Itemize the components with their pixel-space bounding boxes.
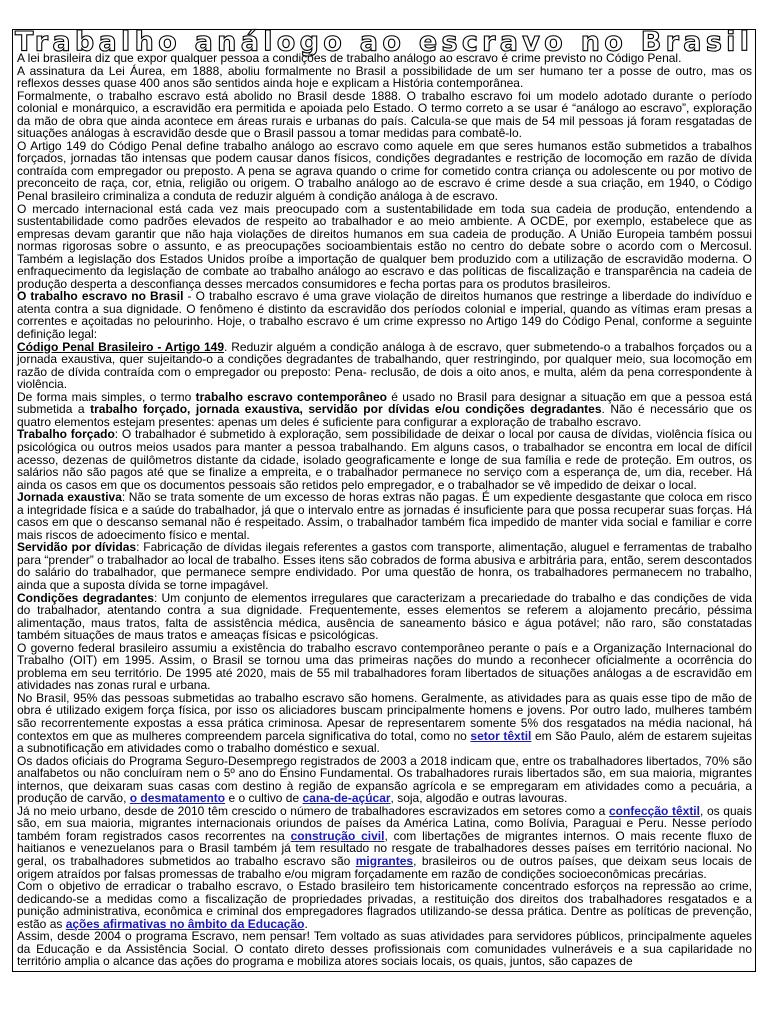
- paragraph: [17, 140, 752, 203]
- text-run: Já no meio urbano, desde de 2010 têm crescido o número de trabalhadores escravizados em setores como a: [17, 803, 609, 818]
- text-run: em São Paulo, além de estarem sujeitas a subnotificação em atividades como o trabalho doméstico e sexual.: [17, 728, 753, 756]
- bold-term: O trabalho escravo no Brasil: [17, 289, 184, 304]
- bold-term: Trabalho forçado: [17, 427, 115, 442]
- text-run: . Não é necessário que os quatro elementos estejam presentes: apenas um deles é suficiente para configurar a exploração de trabalho escravo.: [17, 402, 752, 429]
- text-run: : O trabalhador é submetido à exploração, sem possibilidade de deixar o local por causa de dívidas, violência física ou psicológica ou outros meios usados para manter a pessoa trabalhando. Em alguns casos, o trabalhador se encontra em local de difícil acesso, dezenas de quilômetros distante da cidade, isolado geograficamente e longe de sua família e rede de proteção. Em outros, os salários não são pagos até que se finalize a empreita, e o trabalhador permanece no serviço com a esperança de, um dia, receber. Há ainda os casos em que os documentos pessoais são retidos pelo empregador, e o trabalhador se vê impedido de deixar o local.: [17, 427, 752, 492]
- paragraph: [17, 65, 752, 90]
- paragraph: [17, 930, 752, 968]
- paragraph: [17, 592, 752, 642]
- document-frame: [12, 26, 756, 972]
- text-run: .: [304, 916, 308, 931]
- paragraph: [17, 642, 752, 692]
- text-run: e o cultivo de: [225, 791, 303, 806]
- text-run: , os quais são, em sua maioria, migrantes internacionais oriundos de países da América Latina, como Bolívia, Paraguai e Peru. Nesse período também foram registrados casos recorrentes na: [17, 803, 752, 843]
- text-run: Formalmente, o trabalho escravo está abolido no Brasil desde 1888. O trabalho escravo foi um modelo adotado durante o período colonial e monárquico, a escravidão era permitida e apoiada pelo Estado. O termo correto a se usar é “análogo ao escravo”, exploração da mão de obra que ainda acontece em áreas rurais e urbanas do país. Calcula-se que mais de 54 mil pessoas já foram resgatadas de situações análogas à escravidão desde que o Brasil passou a tomar medidas para combatê-lo.: [17, 88, 752, 141]
- bold-term: trabalho forçado, jornada exaustiva, servidão por dívidas e/ou condições degradantes: [90, 402, 602, 417]
- bold-term: Condições degradantes: [17, 590, 154, 605]
- paragraph: [17, 290, 752, 340]
- text-run: , brasileiros ou de outros países, que deixam seus locais de origem atraídos por falsas promessas de trabalho e/ou migram forçadamente em razão de condições socioeconômicas precárias.: [17, 854, 752, 881]
- paragraph: [17, 391, 752, 429]
- text-run: O Artigo 149 do Código Penal define trabalho análogo ao escravo como aquele em que seres humanos estão submetidos a trabalhos forçados, jornadas tão intensas que podem causar danos físicos, condições degradantes e restrição de locomoção em razão de dívida contraída com empregador ou preposto. A pena se agrava quando o crime for cometido contra criança ou adolescente ou por motivo de preconceito de raça, cor, etnia, religião ou origem. O trabalho análogo ao de escravo é crime desde a sua criação, em 1940, o Código Penal brasileiro criminaliza a conduta de reduzir alguém à condição análoga à de escravo.: [17, 138, 752, 204]
- text-run: - O trabalho escravo é uma grave violação de direitos humanos que restringe a liberdade do indivíduo e atenta contra a sua dignidade. O fenômeno é distinto da escravidão dos períodos colonial e imperial, quando as vítimas eram presas a correntes e açoitadas no pelourinho. Hoje, o trabalho escravo é um crime expresso no Artigo 149 do Código Penal, conforme a seguinte definição legal:: [17, 289, 753, 342]
- text-run: O mercado internacional está cada vez mais preocupado com a sustentabilidade em toda sua cadeia de produção, entendendo a sustentabilidade como padrões elevados de respeito ao trabalhador e ao meio ambiente. A OCDE, por exemplo, estabelece que as empresas devam garantir que não haja violações de direitos humanos em sua cadeia de produção. A União Europeia também possui normas rigorosas sobre o assunto, e as preocupações socioambientais estão no centro do debate sobre o acordo com o Mercosul. Também a legislação dos Estados Unidos proíbe a importação de qualquer bem produzido com a utilização de escravidão moderna. O enfraquecimento da legislação de combate ao trabalho análogo ao escravo e das políticas de fiscalização e transparência na cadeia de produção desperta a desconfiança desses mercados consumidores e fecha portas para os produtos brasileiros.: [17, 201, 752, 291]
- text-run: Com o objetivo de erradicar o trabalho escravo, o Estado brasileiro tem historicamente concentrado esforços na repressão ao crime, dedicando-se a medidas como a fiscalização de propriedades privadas, a restituição dos direitos dos trabalhadores resgatados e a punição administrativa, econômica e criminal dos empregadores flagrados utilizando-se dessa prática. Dentre as políticas de prevenção, estão as: [17, 879, 752, 931]
- text-run: , com libertações de migrantes internos. O mais recente fluxo de haitianos e venezuelanos para o Brasil também já tem resultado no resgate de trabalhadores desses países em território nacional. No geral, os trabalhadores submetidos ao trabalho escravo são: [17, 828, 752, 868]
- paragraph: [17, 90, 752, 140]
- bold-term: trabalho escravo contemporâneo: [195, 389, 387, 404]
- text-run: Os dados oficiais do Programa Seguro-Desemprego registrados de 2003 a 2018 indicam que, entre os trabalhadores libertados, 70% são analfabetos ou não concluíram nem o 5º ano do Ensino Fundamental. Os trabalhadores rurais libertados são, em sua maioria, migrantes internos, que deixaram suas casas com destino à região de expansão agrícola e se empregaram em atividades como a pecuária, a produção de carvão,: [17, 753, 752, 806]
- text-run: : Um conjunto de elementos irregulares que caracterizam a precariedade do trabalho e das condições de vida do trabalhador, atentando contra a sua dignidade. Frequentemente, esses elementos se referem a alojamento precário, péssima alimentação, maus tratos, falta de assistência médica, ausência de saneamento básico e água potável; não raro, são constatadas também situações de maus tratos e ameaças físicas e psicológicas.: [17, 590, 753, 643]
- bold-term: Jornada exaustiva: [17, 490, 122, 505]
- inline-link[interactable]: migrantes: [355, 854, 414, 868]
- paragraph: [17, 692, 752, 755]
- paragraph: [17, 805, 752, 880]
- text-run: A assinatura da Lei Áurea, em 1888, aboliu formalmente no Brasil a possibilidade de um ser humano ter a posse de outro, mas os reflexos desses quase 400 anos são sentidos ainda hoje e explicam a História contemporânea.: [17, 63, 752, 91]
- inline-link[interactable]: o desmatamento: [129, 791, 226, 806]
- text-run: é usado no Brasil para designar a situação em que a pessoa está submetida a: [17, 389, 752, 417]
- text-run: A lei brasileira diz que expor qualquer pessoa a condições de trabalho análogo ao escravo é crime previsto no Código Penal.: [17, 51, 682, 65]
- paragraph: [17, 203, 752, 291]
- text-run: No Brasil, 95% das pessoas submetidas ao trabalho escravo são homens. Geralmente, as atividades para as quais esse tipo de mão de obra é utilizado exigem força física, por isso os aliciadores buscam principalmente homens e jovens. Por outro lado, mulheres também são recorrentemente expostas a essa prática criminosa. Apesar de representarem somente 5% dos resgatados na média nacional, há contextos em que as mulheres compreendem parcela significativa do total, como no: [17, 690, 752, 743]
- inline-link[interactable]: confecção têxtil: [608, 803, 700, 818]
- inline-link[interactable]: setor têxtil: [470, 728, 532, 743]
- text-run: Assim, desde 2004 o programa Escravo, nem pensar! Tem voltado as suas atividades para servidores públicos, principalmente aqueles da Educação e da Assistência Social. O contato direto desses profissionais com comunidades vulneráveis e a sua capilaridade no território amplia o alcance das ações do programa e mobiliza atores sociais locais, os quais, juntos, são capazes de: [17, 929, 752, 969]
- text-run: : Fabricação de dívidas ilegais referentes a gastos com transporte, alimentação, aluguel e ferramentas de trabalho para “prender” o trabalhador ao local de trabalho. Esses itens são cobrados de forma abusiva e arbitrária para, então, serem descontados do salário do trabalhador, que permanece sempre endividado. Por uma questão de honra, os trabalhadores permanecem no trabalho, ainda que a suposta dívida se torne impagável.: [17, 540, 752, 592]
- paragraph: [17, 341, 752, 391]
- paragraph: [17, 880, 752, 930]
- inline-link[interactable]: ações afirmativas no âmbito da Educação: [65, 916, 305, 931]
- document-title-text: Trabalho análogo ao escravo no Brasil: [15, 26, 749, 58]
- paragraph: [17, 491, 752, 541]
- text-run: , soja, algodão e outras lavouras.: [390, 791, 568, 806]
- text-run: O governo federal brasileiro assumiu a existência do trabalho escravo contemporâneo perante o país e a Organização Internacional do Trabalho (OIT) em 1995. Assim, o Brasil se tornou uma das primeiras nações do mundo a reconhecer oficialmente a ocorrência do problema em seu território. De 1995 até 2020, mais de 55 mil trabalhadores foram libertados de situações análogas a de escravidão em atividades nas zonas rural e urbana.: [17, 640, 752, 693]
- paragraph: [17, 755, 752, 805]
- paragraph: [17, 541, 752, 591]
- bold-term: Servidão por dívidas: [17, 540, 137, 555]
- text-run: De forma mais simples, o termo: [17, 389, 196, 404]
- document-body: [17, 52, 752, 968]
- bold-underlined-heading: Código Penal Brasileiro - Artigo 149: [17, 339, 225, 354]
- paragraph: [17, 428, 752, 491]
- inline-link[interactable]: cana-de-açúcar: [302, 791, 391, 806]
- text-run: : Não se trata somente de um excesso de horas extras não pagas. É um expediente desgastante que coloca em risco a integridade física e a saúde do trabalhador, já que o intervalo entre as jornadas é insuficiente para que possa recuperar suas forças. Há casos em que o descanso semanal não é respeitado. Assim, o trabalhador também fica impedido de manter vida social e familiar e corre mais riscos de adoecimento físico e mental.: [17, 490, 752, 542]
- text-run: . Reduzir alguém a condição análoga à de escravo, quer submetendo-o a trabalhos forçados ou a jornada exaustiva, quer sujeitando-o a condições degradantes de trabalhando, quer restringindo, por qualquer meio, sua locomoção em razão de dívida contraída com o empregador ou preposto: Pena- reclusão, de dois a oito anos, e multa, além da pena correspondente à violência.: [17, 339, 752, 392]
- inline-link[interactable]: construção civil: [290, 828, 385, 843]
